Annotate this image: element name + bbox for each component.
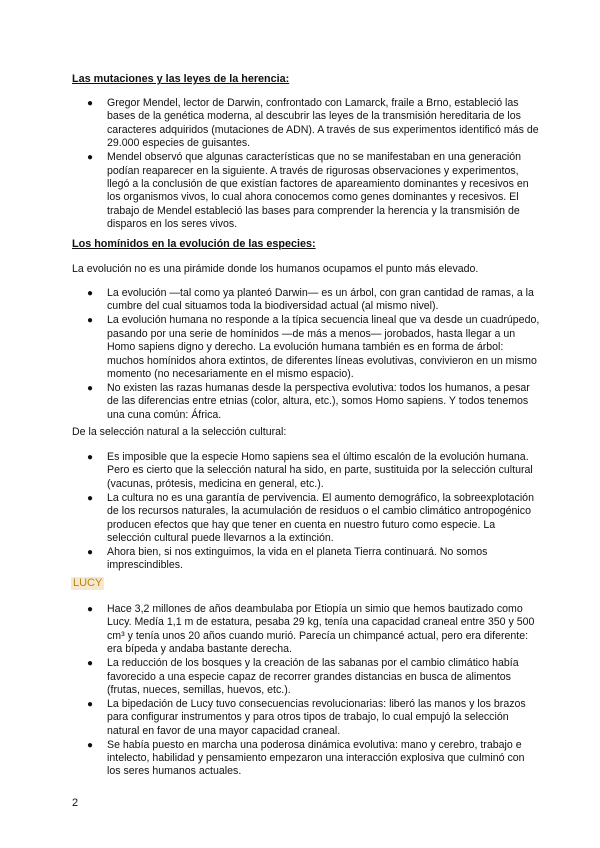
list-item: ● La evolución humana no responde a la típica secuencia lineal que va desde un cuadrúpedo, pasando por una serie de homínidos —de más a menos— jorobados, hasta llegar a un Homo sapiens digno y derecho. La evolución humana también es en forma de árbol: muchos homínidos ahora extintos, de diferentes líneas evolutivas, convivieron en un mismo momento (no necesariamente en el mismo espacio).: [87, 314, 540, 380]
list-item: ● Hace 3,2 millones de años deambulaba por Etiopía un simio que hemos bautizado como Lucy. Medía 1,1 m de estatura, pesaba 29 kg, tenía una capacidad craneal entre 350 y 500 cm³ y tenía unos 20 años cuando murió. Parecía un chimpancé actual, pero era diferente: era bípeda y andaba bastante derecha.: [87, 603, 535, 656]
bullet-icon: ●: [87, 604, 94, 615]
bullet-icon: ●: [87, 739, 94, 751]
bullet-icon: ●: [87, 382, 94, 394]
page-number: 2: [72, 797, 79, 809]
list-item: ● La bipedación de Lucy tuvo consecuencias revolucionarias: liberó las manos y los brazos para configurar instrumentos y para otros tipos de trabajo, lo cual empujó la selección natural en favor de una mayor capacidad craneal.: [87, 697, 526, 737]
seleccion-bullet-list: [72, 451, 540, 573]
bullet-icon: ●: [87, 698, 94, 710]
section-heading-hominidos: Los homínidos en la evolución de las especies:: [72, 238, 316, 250]
bullet-icon: ●: [87, 492, 94, 504]
list-item: ● Es imposible que la especie Homo sapiens sea el último escalón de la evolución humana. Pero es cierto que la selección natural ha sido, en parte, sustituida por la selección cultural (vacunas, prótesis, medicina en general, etc.).: [87, 451, 533, 490]
bullet-icon: ●: [87, 288, 94, 299]
section-heading-herencia: Las mutaciones y las leyes de la herencia:: [72, 73, 290, 85]
list-item: ● La cultura no es una garantía de pervivencia. El aumento demográfico, la sobreexplotación de los recursos naturales, la acumulación de residuos o el cambio climático antropogénico producen efectos que hay que tener en cuenta en nuestro futuro como especie. La selección cultural puede llevarnos a la extinción.: [87, 491, 534, 544]
bullet-icon: ●: [87, 546, 94, 558]
hominidos-bullet-list: [72, 287, 540, 423]
list-item: ● La reducción de los bosques y la creación de las sabanas por el cambio climático había favorecido a una especie capaz de recorrer grandes distancias en busca de alimentos (frutas, nueces, semillas, huevos, etc.).: [87, 657, 519, 696]
lucy-heading: LUCY: [73, 577, 103, 589]
lucy-bullet-list: [72, 603, 540, 779]
herencia-bullet-list: [72, 97, 540, 232]
bullet-icon: ●: [87, 658, 94, 670]
bullet-icon: ●: [87, 315, 94, 327]
list-item: ● No existen las razas humanas desde la perspectiva evolutiva: todos los humanos, a pesar de las diferencias entre etnias (color, altura, etc.), somos Homo sapiens. Y todos tenemos una cuna común: África.: [87, 381, 530, 421]
list-item: ● Ahora bien, si nos extinguimos, la vida en el planeta Tierra continuará. No somos imprescindibles.: [87, 545, 488, 572]
hominidos-intro: La evolución no es una pirámide donde los humanos ocupamos el punto más elevado.: [72, 263, 479, 275]
seleccion-intro: De la selección natural a la selección cultural:: [72, 426, 287, 438]
list-item: ● La evolución —tal como ya planteó Darwin— es un árbol, con gran cantidad de ramas, a la cumbre del cual situamos toda la biodiversidad actual (al mismo nivel).: [87, 287, 534, 313]
bullet-icon: ●: [87, 98, 94, 109]
list-item: ● Mendel observó que algunas características que no se manifestaban en una generación podían reaparecer en la siguiente. A través de rigurosas observaciones y experimentos, llegó a la conclusión de que existían factores de apareamiento dominantes y recesivos en los organismos vivos, lo cual ahora conocemos como genes dominantes y recesivos. El trabajo de Mendel estableció las bases para comprender la herencia y la transmisión de disparos en los seres vivos.: [87, 151, 529, 231]
bullet-icon: ●: [87, 152, 94, 164]
bullet-icon: ●: [87, 452, 94, 463]
list-item: ● Gregor Mendel, lector de Darwin, confrontado con Lamarck, fraile a Brno, estableció las bases de la genética moderna, al descubrir las leyes de la transmisión hereditaria de los caracteres adquiridos (mutaciones de ADN). A través de sus experimentos identificó más de 29.000 especies de guisantes.: [87, 97, 539, 150]
list-item: ● Se había puesto en marcha una poderosa dinámica evolutiva: mano y cerebro, trabajo e intelecto, habilidad y pensamiento empezaron una interacción explosiva que culminó con los seres humanos actuales.: [87, 738, 525, 778]
